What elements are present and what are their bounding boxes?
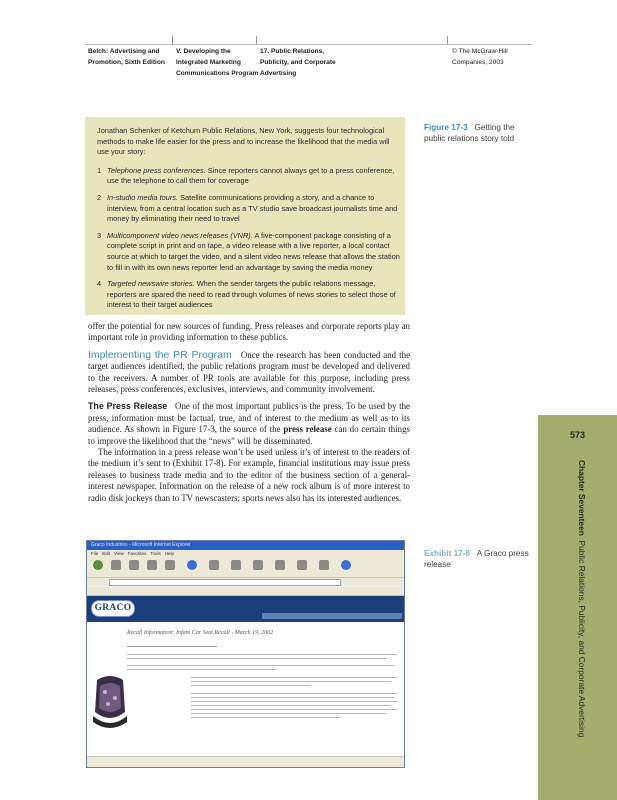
figure-list-item: 2 In-studio media tours. Satellite communications providing a story, and a chance to interview, from a central location such as a TV studio save broadcast journalists time and money by eliminating their need to travel (97, 192, 398, 224)
text-line (127, 654, 397, 655)
header-part: V. Developing the Integrated Marketing Communications Program (176, 48, 259, 77)
text-line (191, 677, 397, 678)
text-line (191, 701, 397, 702)
header-copyright: © The McGraw-Hill Companies, 2003 (452, 48, 508, 66)
subsection-heading: The Press Release (88, 401, 168, 412)
exhibit-screenshot (86, 540, 405, 768)
text-line (191, 693, 397, 694)
text-line (127, 665, 395, 666)
stop-icon (129, 560, 139, 570)
home-icon (165, 560, 175, 570)
browser-menu-bar: File Edit View Favorites Tools Help (87, 550, 404, 557)
release-heading: Recall Information: Infant Car Seat Recall - March 19, 2002 (127, 630, 274, 636)
figure-intro: Jonathan Schenker of Ketchum Public Relations, New York, suggests four technological methods to make life easier for the press and to increase the likelihood that the media will use your story: (97, 126, 390, 157)
refresh-icon (147, 560, 157, 570)
edit-icon (319, 560, 329, 570)
mail-icon (275, 560, 285, 570)
history-icon (253, 560, 263, 570)
forward-icon (111, 560, 121, 570)
graco-nav (262, 613, 402, 619)
figure-list-item: 3 Multicomponent video news releases (VNR). A five-component package consisting of a complete script in print and on tape, a video release with a live reporter, a local contact source at which to target the video, and a silent video news release that allows the station to fill in with its own news reporter lend an advantage by saving the media money (97, 230, 400, 272)
figure-content (97, 126, 400, 317)
address-field (109, 579, 341, 586)
body-text (88, 321, 410, 504)
header-rule (85, 44, 532, 45)
search-icon (187, 560, 197, 570)
paragraph: Implementing the PR Program Once the research has been conducted and the target audiences identified, the public relations program must be developed and delivered to the receivers. A number of PR tools are available for this purpose, including press releases, press conferences, exclusives, interviews, and community involvement. (88, 348, 411, 395)
text-line (127, 658, 387, 659)
text-line (191, 705, 391, 706)
back-icon (93, 560, 103, 570)
graco-logo: GRACO (91, 600, 135, 617)
paragraph: The information in a press release won’t be used unless it’s of interest to the readers of the medium it’s sent to (Exhibit 17-8). For example, financial institutions may issue press releases to business trade media and to the editor of the business section of a general-interest newspaper. Information on the release of a new rock album is of more interest to radio disk jockeys than to TV newscasters; sports news also has its interested audiences. (88, 447, 410, 503)
graco-banner (87, 596, 404, 622)
browser-title-bar: Graco Industries - Microsoft Internet Explorer (87, 541, 404, 550)
header-chapter: 17. Public Relations, Publicity, and Corporate Advertising (260, 48, 336, 77)
header-book-title: Belch: Advertising and Promotion, Sixth Edition (88, 48, 165, 66)
text-line (127, 646, 217, 647)
text-line (127, 669, 277, 670)
page-number: 573 (569, 430, 586, 440)
section-heading: Implementing the PR Program (88, 348, 232, 361)
paragraph: The Press Release One of the most important publics is the press. To be used by the press, information must be factual, true, and of interest to the medium as well as to its audience. As shown in Figure 17-3, the source of the press release can do certain things to improve the likelihood that the “news” will be disseminated. (88, 401, 411, 446)
chapter-tab-text: Chapter Seventeen Public Relations, Publicity, and Corporate Advertising (577, 460, 587, 738)
figure-list-item: 1 Telephone press conferences. Since reporters cannot always get to a press conference, use the telephone to call them for coverage (97, 165, 395, 186)
browser-address-bar (87, 578, 404, 586)
media-icon (231, 560, 241, 570)
text-line (191, 685, 311, 686)
figure-caption: Figure 17-3 Getting the public relations story told (424, 123, 515, 143)
text-line (191, 681, 391, 682)
figure-list-item: 4 Targeted newswire stories. When the sender targets the public relations message, reporters are spared the need to read through volumes of news stories to select those of interest to their target audiences (97, 279, 396, 310)
exhibit-caption: Exhibit 17-8 A Graco press release (424, 549, 529, 569)
favorites-icon (209, 560, 219, 570)
paragraph: offer the potential for new sources of funding. Press releases and corporate reports play an important role in providing information to these publics. (88, 321, 410, 343)
car-seat-image (91, 672, 129, 732)
text-line (191, 709, 397, 710)
web-page (87, 596, 404, 756)
browser-toolbar (87, 557, 404, 578)
text-line (191, 697, 395, 698)
browser-status-bar (87, 756, 404, 768)
text-line (191, 717, 341, 718)
text-line (191, 713, 387, 714)
discuss-icon (341, 560, 351, 570)
browser-links-bar (87, 587, 404, 596)
print-icon (297, 560, 307, 570)
